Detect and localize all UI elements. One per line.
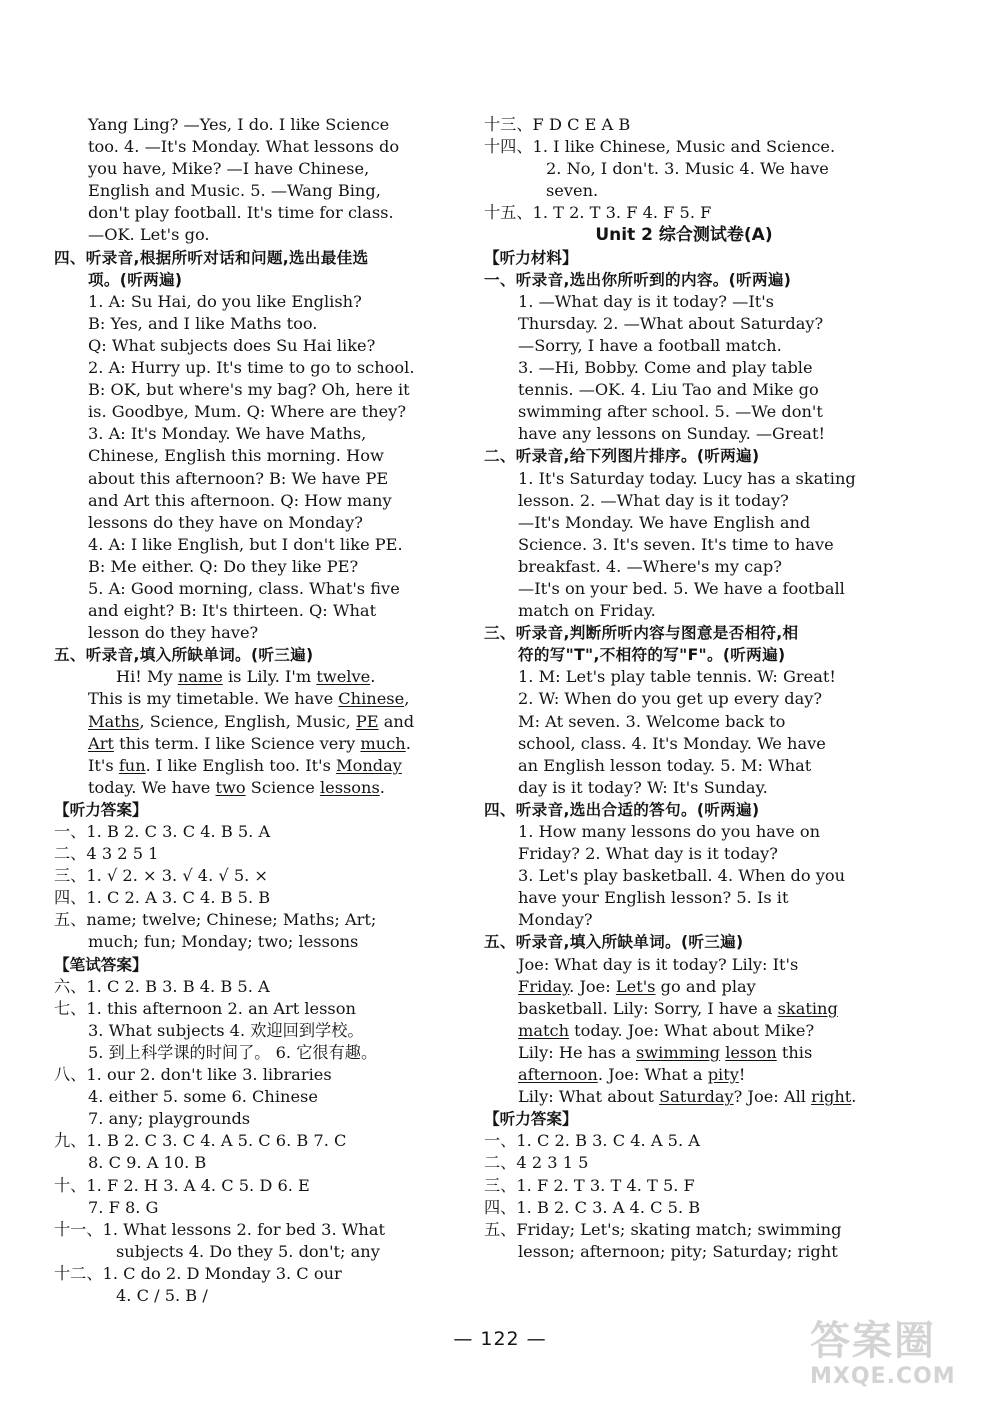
text-line: 4. A: I like English, but I don't like PE. xyxy=(88,534,403,554)
text-fragment: today. Joe: What about Mike? xyxy=(569,1020,815,1040)
text-line: 十、1. F 2. H 3. A 4. C 5. D 6. E xyxy=(54,1175,310,1195)
text-line xyxy=(54,711,454,733)
watermark-url: MXQE.COM xyxy=(810,1364,956,1389)
text-line: you have, Mike? —I have Chinese, xyxy=(88,159,370,179)
text-line: 1. How many lessons do you have on xyxy=(518,822,820,841)
text-line xyxy=(54,688,454,710)
text-fragment: go and play xyxy=(655,976,756,996)
text-line: Thursday. 2. —What about Saturday? xyxy=(518,313,824,333)
text-fragment: . Joe: What a xyxy=(597,1065,708,1085)
text-line: Friday? 2. What day is it today? xyxy=(518,844,778,864)
text-line: 1. M: Let's play table tennis. W: Great! xyxy=(518,667,836,687)
text-line: —It's on your bed. 5. We have a football xyxy=(518,578,845,598)
text-fragment: . xyxy=(405,733,411,753)
page-number: — 122 — xyxy=(453,1328,547,1350)
section-heading: 五、听录音,填入所缺单词。(听三遍) xyxy=(484,933,744,952)
filled-blank: much xyxy=(360,733,406,753)
text-fragment: Hi! My xyxy=(116,667,178,687)
text-line: lesson; afternoon; pity; Saturday; right xyxy=(518,1241,838,1261)
text-fragment: and xyxy=(378,711,415,731)
text-line: —OK. Let's go. xyxy=(88,225,210,245)
text-line: too. 4. —It's Monday. What lessons do xyxy=(88,137,400,157)
text-fragment: Joe: What day is it today? Lily: It's xyxy=(518,954,799,974)
text-line: 一、1. C 2. B 3. C 4. A 5. A xyxy=(484,1131,700,1151)
text-fragment: , Science, English, Music, xyxy=(139,711,356,731)
filled-blank: fun xyxy=(118,755,146,775)
filled-blank: match xyxy=(518,1020,569,1040)
text-line: 7. F 8. G xyxy=(88,1197,159,1217)
section-heading: 项。(听两遍) xyxy=(88,270,183,289)
text-line: —It's Monday. We have English and xyxy=(518,512,811,532)
text-line: 八、1. our 2. don't like 3. libraries xyxy=(54,1065,332,1085)
text-line: Chinese, English this morning. How xyxy=(88,446,384,466)
filled-blank: two xyxy=(215,777,246,797)
text-line: 二、4 2 3 1 5 xyxy=(484,1153,589,1173)
text-line: match on Friday. xyxy=(518,601,656,621)
text-line: 8. C 9. A 10. B xyxy=(88,1153,207,1173)
filled-blank: name xyxy=(177,667,223,687)
text-line: 4. C / 5. B / xyxy=(116,1285,208,1305)
text-line: lesson. 2. —What day is it today? xyxy=(518,490,789,510)
filled-blank: right xyxy=(811,1087,852,1107)
text-line: is. Goodbye, Mum. Q: Where are they? xyxy=(88,402,407,422)
filled-blank: Art xyxy=(88,733,114,753)
section-heading: 符的写"T",不相符的写"F"。(听两遍) xyxy=(518,646,786,665)
text-line: B: OK, but where's my bag? Oh, here it xyxy=(88,380,410,400)
text-fragment: . xyxy=(370,667,376,687)
text-line xyxy=(54,733,454,755)
text-line: 1. —What day is it today? —It's xyxy=(518,291,774,311)
text-line: seven. xyxy=(546,181,599,201)
text-line: Yang Ling? —Yes, I do. I like Science xyxy=(88,115,390,134)
text-line: breakfast. 4. —Where's my cap? xyxy=(518,556,782,576)
watermark-logo xyxy=(810,1318,990,1402)
text-line: 九、1. B 2. C 3. C 4. A 5. C 6. B 7. C xyxy=(54,1131,347,1151)
text-line xyxy=(484,976,884,998)
filled-blank: twelve xyxy=(316,667,371,687)
filled-blank: Friday xyxy=(518,976,570,996)
text-fragment: is Lily. I'm xyxy=(222,667,317,687)
text-line: 四、1. B 2. C 3. A 4. C 5. B xyxy=(484,1197,701,1217)
text-fragment: this xyxy=(776,1042,813,1062)
filled-blank: Saturday xyxy=(659,1087,734,1107)
text-line: Q: What subjects does Su Hai like? xyxy=(88,335,376,355)
right-column xyxy=(484,114,884,1263)
text-line: swimming after school. 5. —We don't xyxy=(518,402,823,422)
text-line: 2. A: Hurry up. It's time to go to school. xyxy=(88,358,415,378)
text-fragment: . I like English too. It's xyxy=(145,755,337,775)
filled-blank: skating xyxy=(777,998,838,1018)
text-line: 1. A: Su Hai, do you like English? xyxy=(88,291,362,311)
left-column xyxy=(54,114,454,1307)
text-fragment: today. We have xyxy=(88,777,216,797)
text-line: 2. W: When do you get up every day? xyxy=(518,689,823,709)
text-line xyxy=(484,1020,884,1042)
section-heading: 一、听录音,选出你所听到的内容。(听两遍) xyxy=(484,270,792,289)
text-line: English and Music. 5. —Wang Bing, xyxy=(88,181,381,201)
text-line: day is it today? W: It's Sunday. xyxy=(518,777,768,797)
section-heading: 四、听录音,根据所听对话和问题,选出最佳选 xyxy=(54,248,369,267)
text-fragment: , xyxy=(404,689,410,709)
text-line: much; fun; Monday; two; lessons xyxy=(88,932,359,952)
text-line xyxy=(484,954,884,976)
text-line xyxy=(484,998,884,1020)
text-line: 十四、1. I like Chinese, Music and Science. xyxy=(484,137,836,157)
text-line: 十五、1. T 2. T 3. F 4. F 5. F xyxy=(484,203,712,223)
text-line: 5. 到上科学课的时间了。 6. 它很有趣。 xyxy=(88,1042,378,1062)
answer-heading: 【听力材料】 xyxy=(484,248,578,267)
text-line: and Art this afternoon. Q: How many xyxy=(88,490,392,510)
text-line: 3. —Hi, Bobby. Come and play table xyxy=(518,358,813,378)
text-line: subjects 4. Do they 5. don't; any xyxy=(116,1241,380,1261)
unit-title: Unit 2 综合测试卷(A) xyxy=(595,225,773,246)
section-heading: 二、听录音,给下列图片排序。(听两遍) xyxy=(484,447,760,466)
text-line: 十三、F D C E A B xyxy=(484,115,631,134)
text-line: have any lessons on Sunday. —Great! xyxy=(518,424,825,444)
text-line: Monday? xyxy=(518,910,593,930)
text-fragment: ? Joe: All xyxy=(733,1087,812,1107)
text-line: tennis. —OK. 4. Liu Tao and Mike go xyxy=(518,380,819,400)
section-heading: 三、听录音,判断所听内容与图意是否相符,相 xyxy=(484,624,799,643)
filled-blank: Monday xyxy=(336,755,402,775)
text-line: an English lesson today. 5. M: What xyxy=(518,755,812,775)
text-fragment: Science xyxy=(245,777,320,797)
text-fragment: basketball. Lily: Sorry, I have a xyxy=(518,998,778,1018)
text-line: —Sorry, I have a football match. xyxy=(518,335,782,355)
text-line: B: Yes, and I like Maths too. xyxy=(88,313,318,333)
text-line: 二、4 3 2 5 1 xyxy=(54,844,159,864)
filled-blank: Let's xyxy=(615,976,656,996)
text-fragment: . xyxy=(379,777,385,797)
watermark-text: 答案圈 xyxy=(810,1318,936,1364)
text-line: 四、1. C 2. A 3. C 4. B 5. B xyxy=(54,888,271,908)
answer-heading: 【听力答案】 xyxy=(484,1110,578,1129)
text-fragment: This is my timetable. We have xyxy=(88,689,339,709)
text-fragment: . Joe: xyxy=(569,976,616,996)
text-line: 5. A: Good morning, class. What's five xyxy=(88,578,400,598)
text-line: lessons do they have on Monday? xyxy=(88,512,363,532)
text-line: don't play football. It's time for class. xyxy=(88,203,394,223)
text-line: 五、Friday; Let's; skating match; swimming xyxy=(484,1219,842,1239)
text-fragment: Lily: What about xyxy=(518,1087,660,1107)
text-line: about this afternoon? B: We have PE xyxy=(88,468,389,488)
filled-blank: lesson xyxy=(725,1042,777,1062)
text-line: 三、1. F 2. T 3. T 4. T 5. F xyxy=(484,1175,695,1195)
text-line: and eight? B: It's thirteen. Q: What xyxy=(88,601,377,621)
text-line: 3. A: It's Monday. We have Maths, xyxy=(88,424,367,444)
text-fragment: Lily: He has a xyxy=(518,1042,637,1062)
filled-blank: Chinese xyxy=(338,689,405,709)
text-line: 3. Let's play basketball. 4. When do you xyxy=(518,866,846,886)
text-line: school, class. 4. It's Monday. We have xyxy=(518,733,826,753)
text-fragment: It's xyxy=(88,755,119,775)
text-fragment: . xyxy=(851,1087,857,1107)
text-line: 十一、1. What lessons 2. for bed 3. What xyxy=(54,1219,385,1239)
text-line: 七、1. this afternoon 2. an Art lesson xyxy=(54,998,356,1018)
filled-blank: afternoon xyxy=(518,1065,598,1085)
text-line: 十二、1. C do 2. D Monday 3. C our xyxy=(54,1263,342,1283)
filled-blank: Maths xyxy=(88,711,140,731)
text-line: 7. any; playgrounds xyxy=(88,1109,251,1129)
text-fragment: ! xyxy=(738,1065,746,1085)
section-heading: 四、听录音,选出合适的答句。(听两遍) xyxy=(484,800,760,819)
text-fragment: this term. I like Science very xyxy=(113,733,361,753)
text-line xyxy=(484,1064,884,1086)
answer-heading: 【听力答案】 xyxy=(54,800,148,819)
filled-blank: swimming xyxy=(636,1042,721,1062)
text-line: Science. 3. It's seven. It's time to have xyxy=(518,534,834,554)
text-line: M: At seven. 3. Welcome back to xyxy=(518,711,786,731)
section-heading: 五、听录音,填入所缺单词。(听三遍) xyxy=(54,646,314,665)
text-line xyxy=(54,777,454,799)
text-line: 六、1. C 2. B 3. B 4. B 5. A xyxy=(54,976,270,996)
text-line xyxy=(484,1086,884,1108)
text-line: 一、1. B 2. C 3. C 4. B 5. A xyxy=(54,822,271,841)
answer-heading: 【笔试答案】 xyxy=(54,955,148,974)
text-line xyxy=(54,666,454,688)
filled-blank: pity xyxy=(707,1065,739,1085)
text-line: 2. No, I don't. 3. Music 4. We have xyxy=(546,159,829,179)
text-line: 3. What subjects 4. 欢迎回到学校。 xyxy=(88,1020,364,1040)
filled-blank: PE xyxy=(355,711,379,731)
text-line: 三、1. √ 2. × 3. √ 4. √ 5. × xyxy=(54,866,268,886)
text-line xyxy=(484,1042,884,1064)
text-line: 1. It's Saturday today. Lucy has a skating xyxy=(518,468,856,488)
text-line: 4. either 5. some 6. Chinese xyxy=(88,1087,318,1107)
text-line: B: Me either. Q: Do they like PE? xyxy=(88,556,359,576)
text-line xyxy=(54,755,454,777)
text-line: lesson do they have? xyxy=(88,623,259,643)
text-line: have your English lesson? 5. Is it xyxy=(518,888,789,908)
filled-blank: lessons xyxy=(319,777,380,797)
text-line: 五、name; twelve; Chinese; Maths; Art; xyxy=(54,910,377,930)
